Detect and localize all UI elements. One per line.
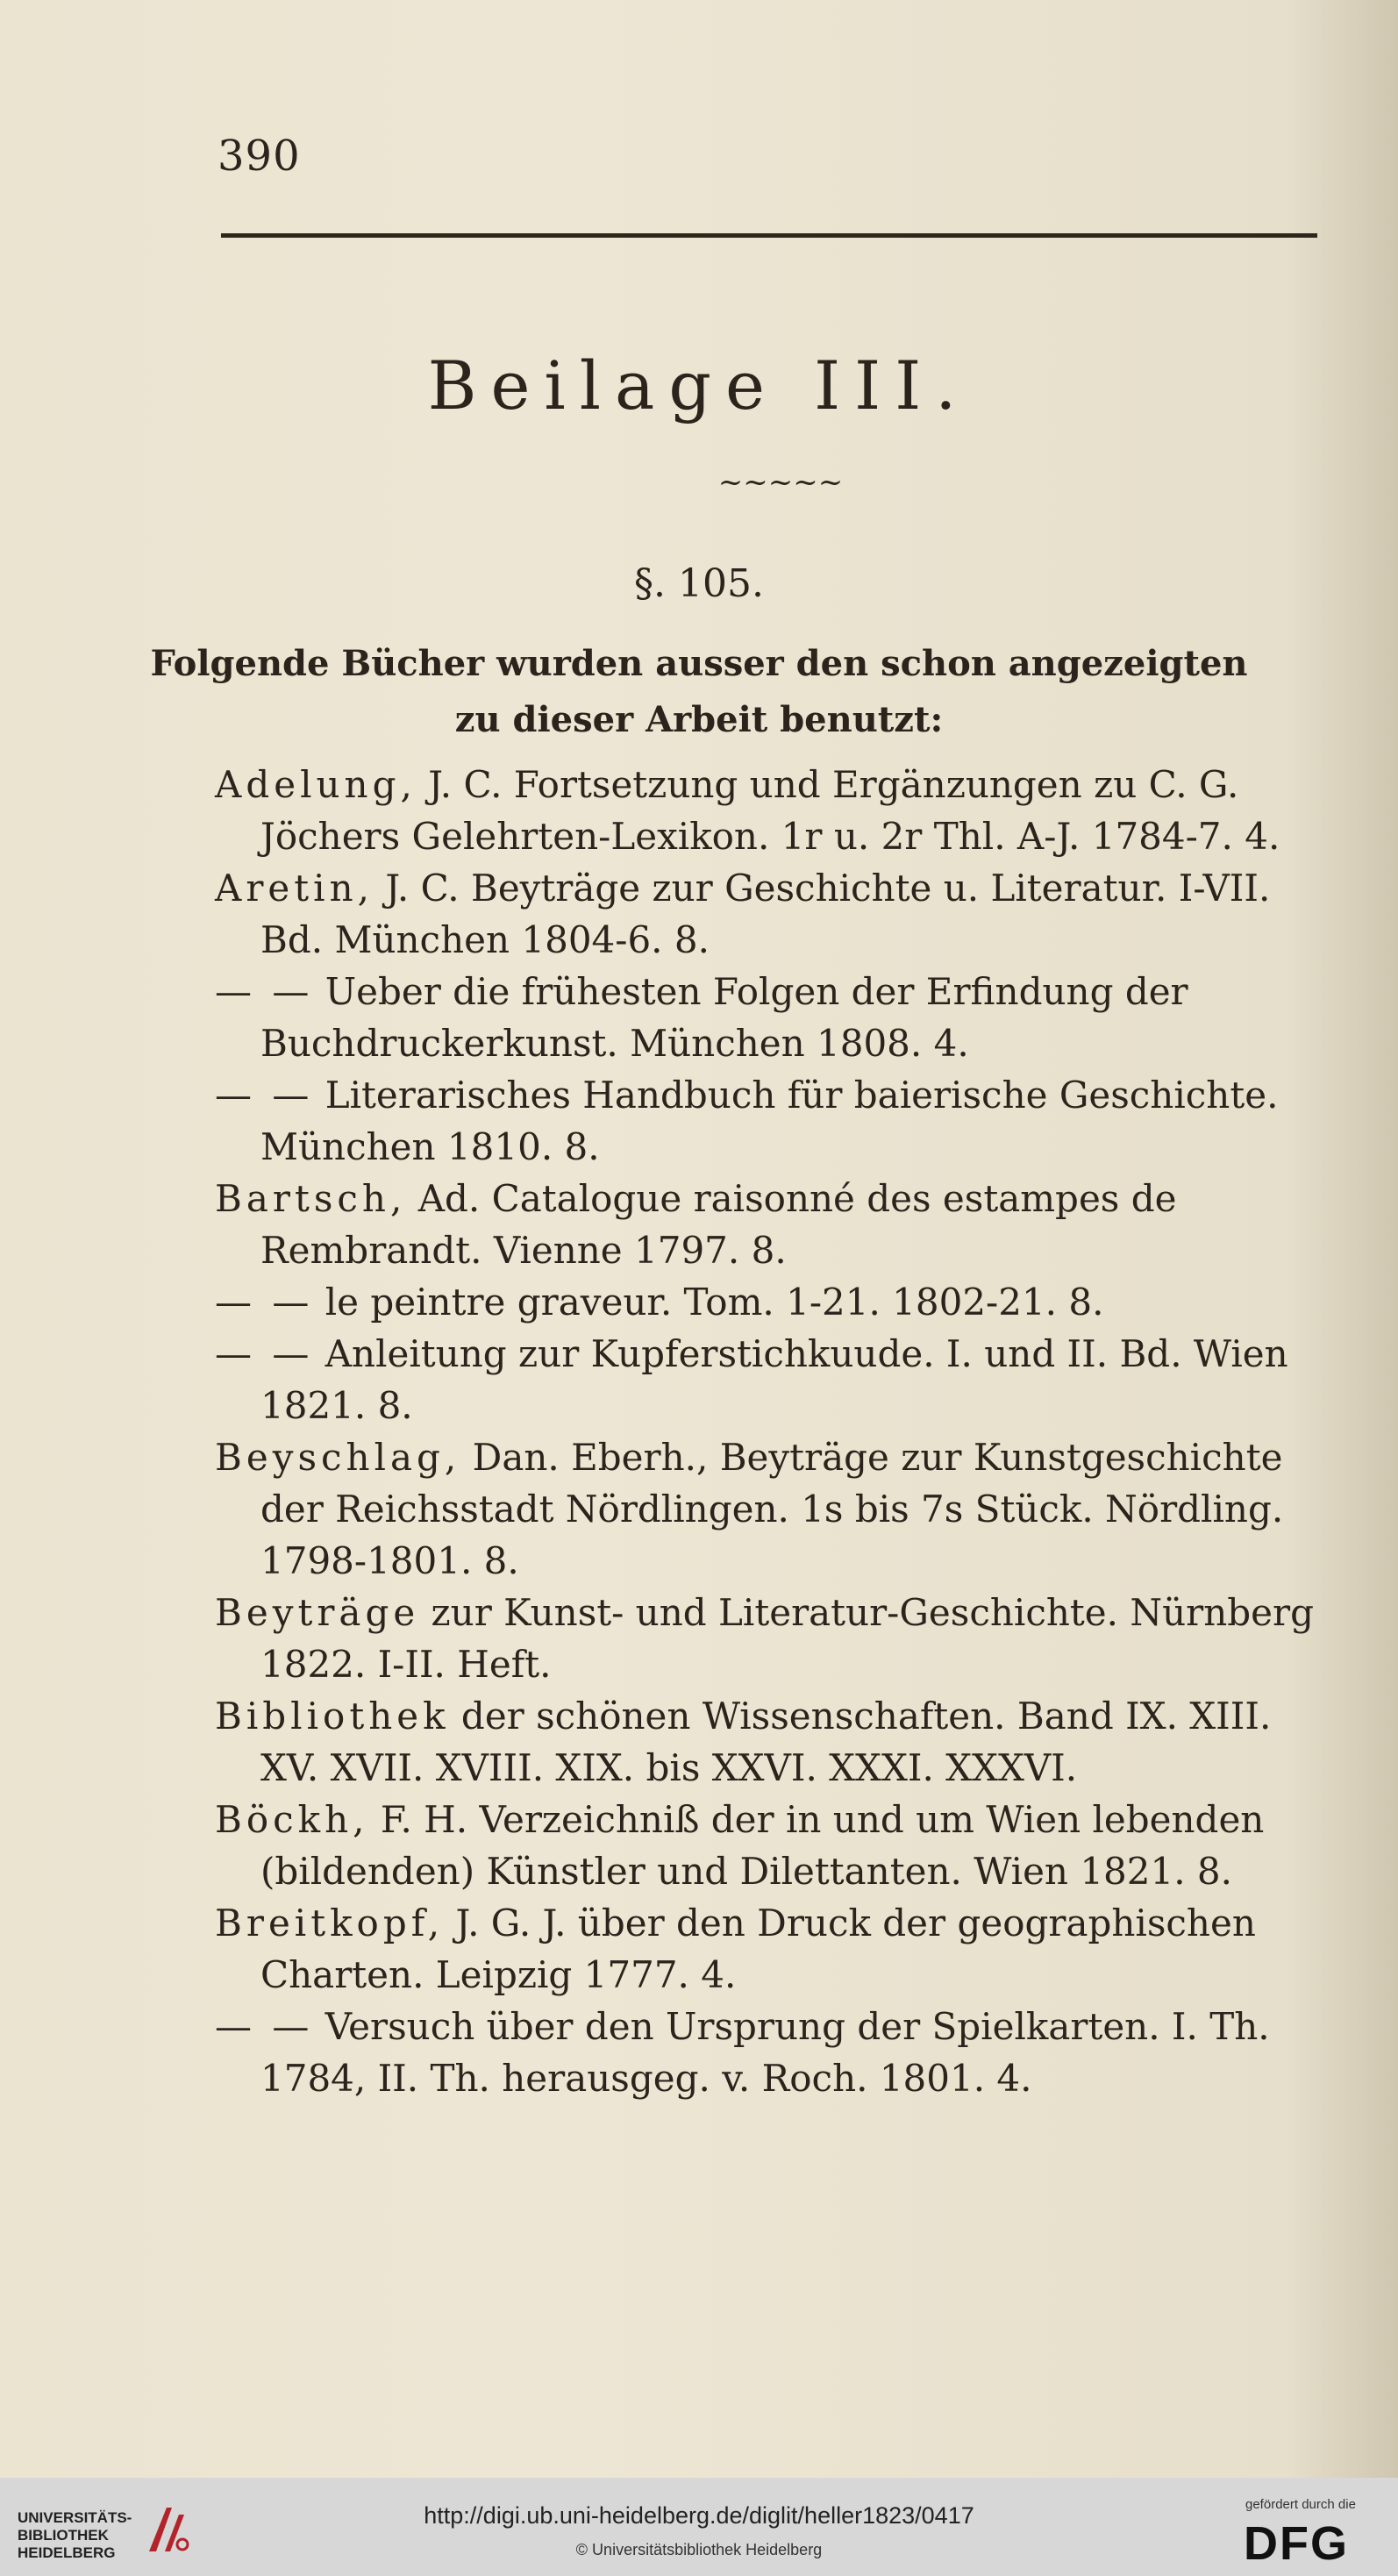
page-number: 390 [218,132,301,181]
bibliography-entry [215,966,1324,1069]
entry-text: der schönen Wissenschaften. Band IX. XIII. XV. XVII. XVIII. XIX. bis XXVI. XXXI. XXXVI. [260,1695,1272,1789]
header-rule [221,233,1317,238]
bibliography-entry [215,1173,1324,1276]
entry-author: Beyträge [215,1591,420,1634]
entry-author: Adelung, [215,763,417,806]
bibliography-entry [215,759,1324,862]
bibliography-entry [215,1069,1324,1173]
intro-text [0,636,1398,748]
bibliography-entry [215,1276,1324,1328]
bibliography-entry [215,1328,1324,1431]
entry-author: Bibliothek [215,1695,450,1738]
entry-author: Aretin, [215,867,374,910]
entry-text: Dan. Eberh., Beyträge zur Kunstgeschichte der Reichsstadt Nördlingen. 1s bis 7s Stück. Nördling. 1798-1801. 8. [260,1436,1284,1582]
bibliography-list [215,759,1324,2104]
entry-text: Anleitung zur Kupferstichkuude. I. und II. Bd. Wien 1821. 8. [260,1332,1288,1427]
bibliography-entry [215,862,1324,966]
ornament: ~~~~~ [717,472,844,493]
bibliography-entry [215,1587,1324,1690]
bibliography-entry [215,2001,1324,2104]
entry-text: le peintre graveur. Tom. 1-21. 1802-21. 8. [313,1281,1104,1324]
intro-line-1: Folgende Bücher wurden ausser den schon angezeigten [150,643,1248,684]
permalink-url[interactable]: http://digi.ub.uni-heidelberg.de/diglit/heller1823/0417 [424,2502,974,2529]
entry-author: Bartsch, [215,1177,407,1220]
entry-author: — — [215,1074,314,1117]
dfg-logo[interactable]: DFG [1244,2517,1349,2570]
page-title: Beilage III. [427,346,971,425]
entry-author: Böckh, [215,1798,369,1841]
entry-text: F. H. Verzeichniß der in und um Wien lebenden (bildenden) Künstler und Dilettanten. Wien 1821. 8. [260,1798,1265,1893]
bibliography-entry [215,1431,1324,1587]
entry-author: — — [215,970,314,1013]
entry-author: Breitkopf, [215,1902,445,1944]
intro-line-2: zu dieser Arbeit benutzt: [454,699,944,740]
entry-text: Literarisches Handbuch für baierische Geschichte. München 1810. 8. [260,1074,1279,1168]
viewer-footer [0,2478,1398,2576]
entry-text: J. C. Beyträge zur Geschichte u. Literatur. I-VII. Bd. München 1804-6. 8. [260,867,1271,961]
entry-text: zur Kunst- und Literatur-Geschichte. Nürnberg 1822. I-II. Heft. [260,1591,1314,1686]
entry-author: Beyschlag, [215,1436,461,1479]
library-logo[interactable]: UNIVERSITÄTS- BIBLIOTHEK HEIDELBERG [18,2509,132,2561]
entry-text: Ueber die frühesten Folgen der Erfindung der Buchdruckerkunst. München 1808. 4. [260,970,1188,1065]
bibliography-entry [215,1690,1324,1794]
bibliography-entry [215,1794,1324,1897]
sponsor-note: gefördert durch die [1245,2497,1356,2512]
entry-author: — — [215,2005,314,2048]
entry-text: J. G. J. über den Druck der geographischen Charten. Leipzig 1777. 4. [260,1902,1256,1996]
entry-text: J. C. Fortsetzung und Ergänzungen zu C. G. Jöchers Gelehrten-Lexikon. 1r u. 2r Thl. A-J. 1784-7. 4. [260,763,1280,858]
copyright-text: © Universitätsbibliothek Heidelberg [575,2541,823,2558]
entry-author: — — [215,1332,314,1375]
section-number: §. 105. [634,561,764,606]
bibliography-entry [215,1897,1324,2001]
entry-text: Ad. Catalogue raisonné des estampes de Rembrandt. Vienne 1797. 8. [260,1177,1177,1272]
entry-author: — — [215,1281,314,1324]
entry-text: Versuch über den Ursprung der Spielkarten. I. Th. 1784, II. Th. herausgeg. v. Roch. 1801. 4. [260,2005,1270,2100]
